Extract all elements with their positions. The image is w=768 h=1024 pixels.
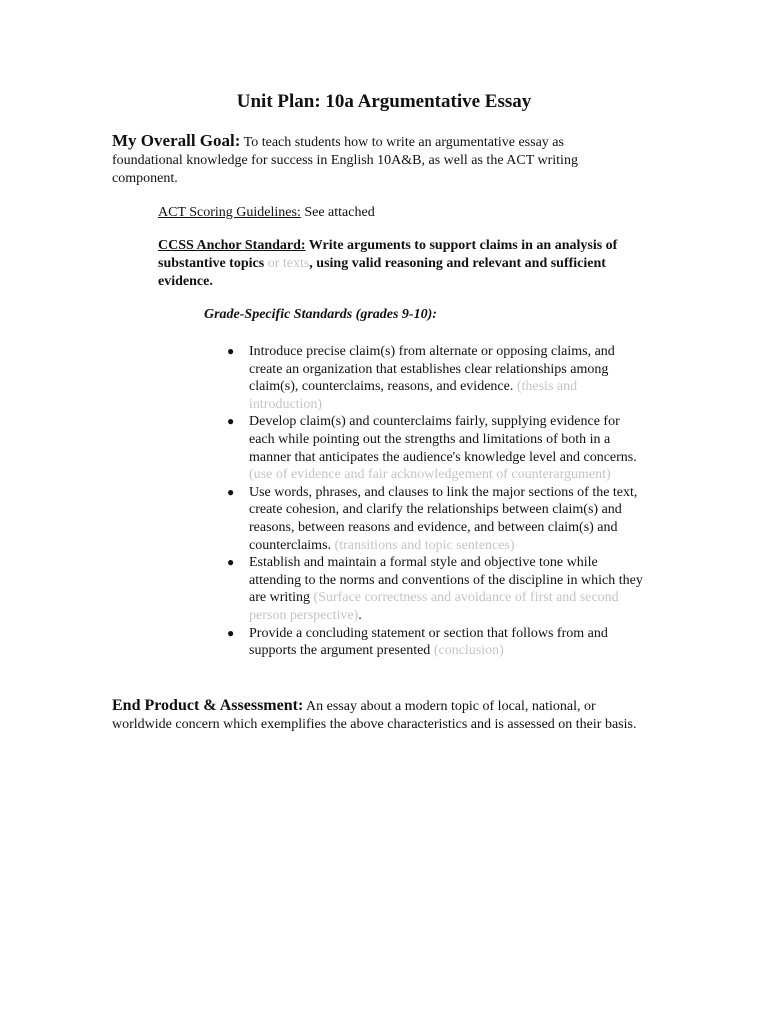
ccss-anchor-text: Write arguments to support claims in an analysis of substantive topics xyxy=(158,238,618,271)
list-item xyxy=(225,413,645,483)
overall-goal-text: To teach students how to write an argumentative essay as foundational knowledge for success in English 10A&B, as well as the ACT writing component. xyxy=(112,135,578,186)
standard-text: Establish and maintain a formal style and objective tone while attending to the norms and conventions of the discipline in which they are writing xyxy=(249,555,643,606)
bullet-icon: ● xyxy=(227,484,235,499)
list-item xyxy=(225,625,645,660)
overall-goal-label: My Overall Goal: xyxy=(112,131,241,150)
bullet-icon: ● xyxy=(227,555,235,570)
list-item xyxy=(225,484,645,554)
act-scoring-text: See attached xyxy=(300,205,375,220)
standards-list xyxy=(225,343,645,660)
act-scoring-guidelines xyxy=(158,204,375,222)
list-item xyxy=(225,554,645,624)
bullet-icon: ● xyxy=(227,625,235,640)
ccss-anchor-label: CCSS Anchor Standard: xyxy=(158,238,306,253)
standard-note: (Surface correctness and avoidance of first and second person perspective) xyxy=(249,590,619,623)
page-title: Unit Plan: 10a Argumentative Essay xyxy=(236,91,532,112)
standard-note: (thesis and introduction) xyxy=(249,379,578,412)
standard-note: (use of evidence and fair acknowledgement of counterargument) xyxy=(249,467,611,483)
standard-tail: . xyxy=(358,607,362,623)
ccss-anchor-muted-text: or texts xyxy=(267,256,310,271)
bullet-icon: ● xyxy=(227,414,235,429)
ccss-anchor-text-end: , using valid reasoning and relevant and sufficient evidence. xyxy=(158,256,606,289)
end-product-assessment xyxy=(112,697,640,734)
standard-note: (transitions and topic sentences) xyxy=(334,537,515,553)
standard-note: (conclusion) xyxy=(433,643,504,659)
standard-text: Use words, phrases, and clauses to link the major sections of the text, create cohesion, and clarify the relationships between claim(s) and reasons, between reasons and evidence, and between claim(s) and counterclaims. xyxy=(249,484,638,553)
end-product-label: End Product & Assessment: xyxy=(112,697,304,714)
bullet-icon: ● xyxy=(227,344,235,358)
standard-text: Develop claim(s) and counterclaims fairly, supplying evidence for each while pointing out the strengths and limitations of both in a manner that anticipates the audience's knowledge level and concerns. xyxy=(249,414,637,465)
standard-text: Introduce precise claim(s) from alternate or opposing claims, and create an organization that establishes clear relationships among claim(s), counterclaims, reasons, and evidence. xyxy=(249,344,615,395)
end-product-text: An essay about a modern topic of local, national, or worldwide concern which exemplifies the above characteristics and is assessed on their basis. xyxy=(112,699,637,732)
ccss-anchor-standard xyxy=(158,237,628,291)
act-scoring-label: ACT Scoring Guidelines: xyxy=(158,205,301,220)
overall-goal xyxy=(112,132,632,188)
list-item xyxy=(225,343,645,413)
standard-text: Provide a concluding statement or section that follows from and supports the argument presented xyxy=(249,625,608,659)
grade-specific-heading: Grade-Specific Standards (grades 9-10): xyxy=(204,307,437,322)
